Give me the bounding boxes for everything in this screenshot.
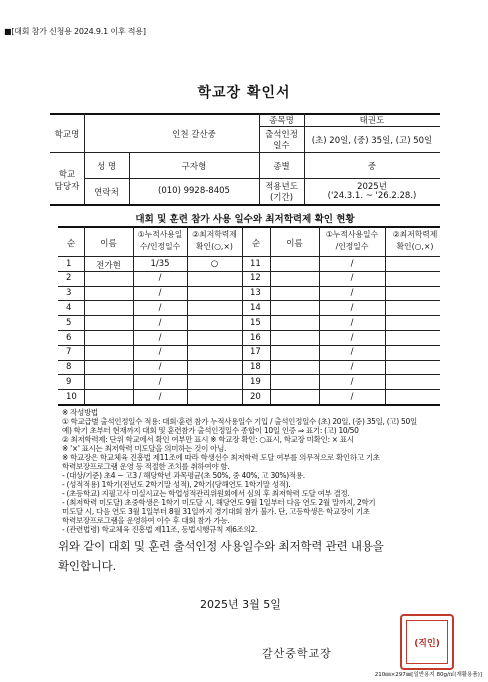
row-days: /	[158, 302, 162, 313]
header-min-2: 확인(○,×)	[196, 242, 233, 251]
header-name-right: 이름	[286, 239, 303, 249]
signer-title: 갈산중학교장	[262, 647, 332, 660]
header-note: ■[대회 참가 신청용 2024.9.1 이후 적용]	[4, 27, 146, 36]
row-days2: /	[350, 391, 354, 402]
row-no2: 11	[250, 258, 261, 269]
type-value: 중	[367, 162, 377, 172]
note-line: ※ 작성방법	[62, 408, 98, 417]
row-days: /	[158, 376, 162, 387]
confirm-line-2: 확인합니다.	[58, 559, 116, 573]
document-title: 학교장 확인서	[197, 85, 291, 101]
paper-note: 210㎜×297㎜[일반용지 80g/㎡(재활용품)]	[374, 672, 482, 678]
row-days2: /	[350, 362, 354, 373]
header-days-right-1: ①누적사용일수	[325, 230, 379, 239]
row-days: /	[158, 362, 162, 373]
name-label: 성 명	[96, 162, 117, 172]
confirm-line-1: 위와 같이 대회 및 훈련 출석인정 사용일수와 최저학력 관련 내용을	[58, 539, 384, 553]
header-name: 이름	[100, 239, 117, 249]
row-no2: 12	[250, 273, 261, 284]
row-days2: /	[350, 317, 354, 328]
note-line: - (성적적용) 1학기(전년도 2학기말 성적), 2학기(당해연도 1학기말 성적).	[62, 480, 291, 489]
row-days2: /	[350, 258, 354, 269]
note-line: 학력보장프로그램 운영 등 적절한 조치를 취하여야 함.	[62, 462, 230, 471]
header-no: 순	[66, 239, 76, 249]
note-line: 미도달 시, 다음 연도 3월 1일부터 8월 31일까지 경기대회 참가 불가. 단, 고등학생은 학교장이 기초	[62, 507, 370, 516]
row-no2: 18	[250, 362, 261, 373]
manager-label-1: 학교	[58, 170, 76, 180]
manager-label-2: 담당자	[54, 182, 80, 192]
row-days: /	[158, 273, 162, 284]
contact-value: (010) 9928-8405	[158, 186, 230, 196]
row-days: /	[158, 288, 162, 299]
event-label: 종목명	[269, 116, 294, 126]
row-no2: 19	[250, 376, 261, 387]
event-value: 태권도	[359, 116, 385, 126]
row-no: 9	[66, 376, 72, 387]
days-label-1: 출석인정	[265, 130, 298, 140]
note-line: - (대상/기준) 초4 ~ 고3 / 해당학년 과목평균(초 50%, 중 40%, 고 30%)적용.	[62, 471, 305, 480]
row-no: 10	[66, 391, 77, 402]
note-line: 예) 학기 초부터 현재까지 대회 및 훈련참가 출석인정일수 종합이 10일 인증 ⇒ 표기: (고) 10/50	[62, 426, 359, 435]
row-no: 1	[66, 258, 72, 269]
row-days2: /	[350, 332, 354, 343]
row-no: 2	[66, 273, 72, 284]
seal-label: (직인)	[414, 639, 440, 649]
row-no2: 20	[250, 391, 261, 402]
row-no: 7	[66, 347, 72, 358]
note-line: 학력보장프로그램을 운영하여 이수 후 대회 참가 가능.	[62, 516, 230, 525]
row-no2: 15	[250, 317, 261, 328]
row-days: /	[158, 332, 162, 343]
row-check: ○	[210, 258, 219, 269]
row-days: /	[158, 317, 162, 328]
row-no: 3	[66, 288, 72, 299]
header-min-1: ②최저학력제	[192, 230, 237, 239]
note-line: ① 학교급별 출석인정일수 적용: 대회·훈련 참가 누적사용일수 기입 / 출석인정일수 (초) 20일, (중) 35일, (고) 50일	[62, 417, 417, 426]
days-label-2: 일수	[273, 141, 290, 151]
note-line: - (최저학력 미도달) 초중학생은 1학기 미도달 시, 해당연도 9월 1일부터 다음 연도 2월 말까지, 2학기	[62, 498, 376, 507]
type-label: 종별	[273, 162, 290, 172]
header-no-right: 순	[251, 239, 261, 249]
note-line: ※ 학교장은 학교체육 진흥법 제11조에 따라 학생선수 최저학력 도달 여부를 의무적으로 확인하고 기초	[62, 453, 380, 462]
row-days: 1/35	[150, 258, 170, 269]
note-line: ※ '×' 표시는 최저학력 미도달을 의미하는 것이 아님.	[62, 444, 227, 453]
header-min-right-2: 확인(○,×)	[396, 242, 434, 251]
period-year: 2025년	[357, 182, 387, 192]
days-value: (초) 20일, (중) 35일, (고) 50일	[311, 136, 433, 146]
school-label: 학교명	[54, 130, 80, 140]
period-label-2: (기간)	[269, 193, 294, 203]
note-line: ② 최저학력제: 단위 학교에서 확인 여부만 표시 ※ 학교장 확인: ○표시, 학교장 미확인: × 표시	[62, 435, 354, 444]
row-no2: 13	[250, 288, 261, 299]
row-no2: 16	[250, 332, 261, 343]
row-name: 전가현	[96, 260, 121, 271]
row-days: /	[158, 391, 162, 402]
row-no2: 17	[250, 347, 261, 358]
row-no: 5	[66, 317, 72, 328]
row-days2: /	[350, 273, 354, 284]
row-days2: /	[350, 302, 354, 313]
school-value: 인천 갈산중	[172, 130, 216, 140]
period-label-1: 적용년도	[265, 182, 298, 192]
note-line: - (관련법령) 학교체육 진흥법 제11조, 동법시행규칙 제6조의2.	[62, 525, 258, 534]
row-no: 4	[66, 302, 72, 313]
row-days2: /	[350, 288, 354, 299]
table-caption: 대회 및 훈련 참가 사용 일수와 최저학력제 확인 현황	[135, 214, 355, 225]
row-days2: /	[350, 376, 354, 387]
issue-date: 2025년 3월 5일	[200, 598, 281, 611]
row-days2: /	[350, 347, 354, 358]
name-value: 구자형	[181, 162, 207, 172]
row-no: 6	[66, 332, 72, 343]
row-days: /	[158, 347, 162, 358]
row-no2: 14	[250, 302, 261, 313]
header-days-right-2: /인정일수	[335, 242, 369, 251]
header-days-2: 수/인정일수	[139, 242, 181, 251]
contact-label: 연락처	[94, 188, 119, 198]
header-min-right-1: ②최저학력제	[392, 230, 438, 239]
header-days-1: ①누적사용일	[137, 230, 183, 239]
school-seal	[400, 614, 454, 670]
row-no: 8	[66, 362, 72, 373]
period-range: ('24.3.1. ~ '26.2.28.)	[327, 191, 417, 201]
note-line: - (초등학교) 지필고사 미실시교는 학업성적관리위원회에서 심의 후 최저학력 도달 여부 결정.	[62, 489, 350, 498]
